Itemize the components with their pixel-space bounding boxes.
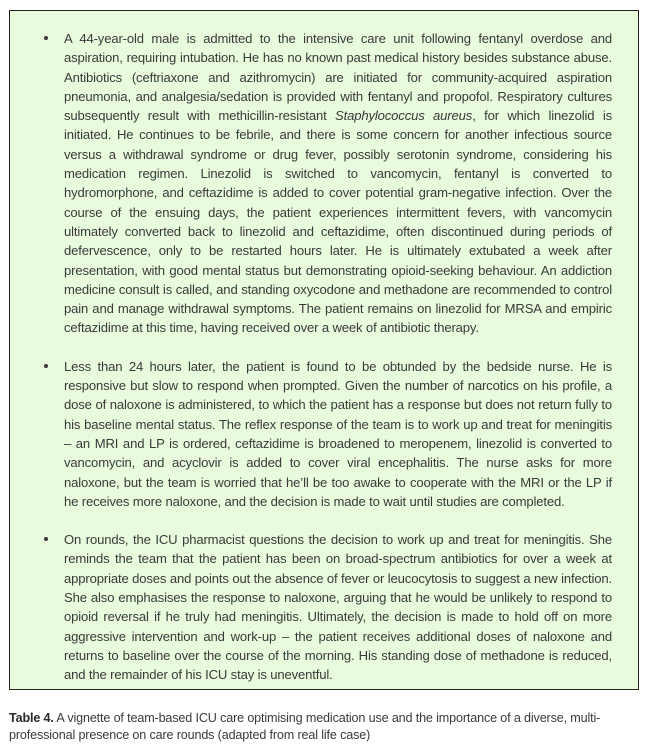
vignette-text: , for which linezolid is initiated. He continues to be febrile, and there is some concern for another infectious source versus a withdrawal syndrome or drug fever, possibly serotonin syndrome, considering his medication regimen. Linezolid is switched to vancomycin, fentanyl is converted to hydromorphone, and ceftazidime is added to cover potential gram-negative infection. Over the course of the ensuing days, the patient experiences intermittent fevers, with vancomycin ultimately converted back to linezolid and ceftazidime, often discontinued during periods of defervescence, only to be restarted hours later. He is ultimately extubated a week after presentation, with good mental status but demonstrating opioid-seeking behaviour. An addiction medicine consult is called, and standing oxycodone and methadone are recommended to control pain and manage withdrawal symptoms. The patient remains on linezolid for MRSA and empiric ceftazidime at this time, having received over a week of antibiotic therapy. (64, 108, 613, 336)
vignette-list (64, 29, 612, 704)
caption-label: Table 4. (9, 711, 54, 725)
vignette-box (9, 10, 639, 690)
vignette-text: Less than 24 hours later, the patient is found to be obtunded by the bedside nurse. He is responsive but slow to respond when prompted. Given the number of narcotics on his profile, a dose of naloxone is administered, to which the patient has a response but does not return fully to his baseline mental status. The reflex response of the team is to work up and treat for meningitis – an MRI and LP is ordered, ceftazidime is broadened to meropenem, linezolid is converted to vancomycin, and acyclovir is added to cover viral encephalitis. The nurse asks for more naloxone, but the team is worried that he’ll be too awake to cooperate with the MRI or the LP if he receives more naloxone, and the decision is made to wait until studies are completed. (64, 358, 612, 509)
bullet-icon (44, 364, 48, 368)
organism-name: Staphylococcus aureus (335, 108, 473, 124)
bullet-icon (44, 537, 48, 541)
caption-text: A vignette of team-based ICU care optimising medication use and the importance of a diverse, multi-professional presence on care rounds (adapted from real life case) (9, 711, 601, 742)
vignette-text: A 44-year-old male is admitted to the intensive care unit following fentanyl overdose and aspiration, requiring intubation. He has no known past medical history besides substance abuse. Antibiotics (ceftriaxone and azithromycin) are initiated for community-acquired aspiration pneumonia, and analgesia/sedation is provided with fentanyl and propofol. Respiratory cultures subsequently result with methicillin-resistant (64, 31, 612, 124)
table-caption (9, 710, 645, 744)
bullet-icon (44, 36, 48, 40)
vignette-text: On rounds, the ICU pharmacist questions the decision to work up and treat for meningitis. She reminds the team that the patient has been on broad-spectrum antibiotics for over a week at appropriate doses and points out the absence of fever or leucocytosis to suggest a new infection. She also emphasises the response to naloxone, arguing that he would be unlikely to respond to opioid reversal if he truly had meningitis. Ultimately, the decision is made to hold off on more aggressive intervention and work-up – the patient receives additional doses of naloxone and returns to baseline over the course of the morning. His standing dose of methadone is reduced, and the remainder of his ICU stay is uneventful. (64, 532, 612, 683)
vignette-item (64, 29, 612, 338)
vignette-item (64, 357, 612, 511)
vignette-item (64, 530, 612, 684)
